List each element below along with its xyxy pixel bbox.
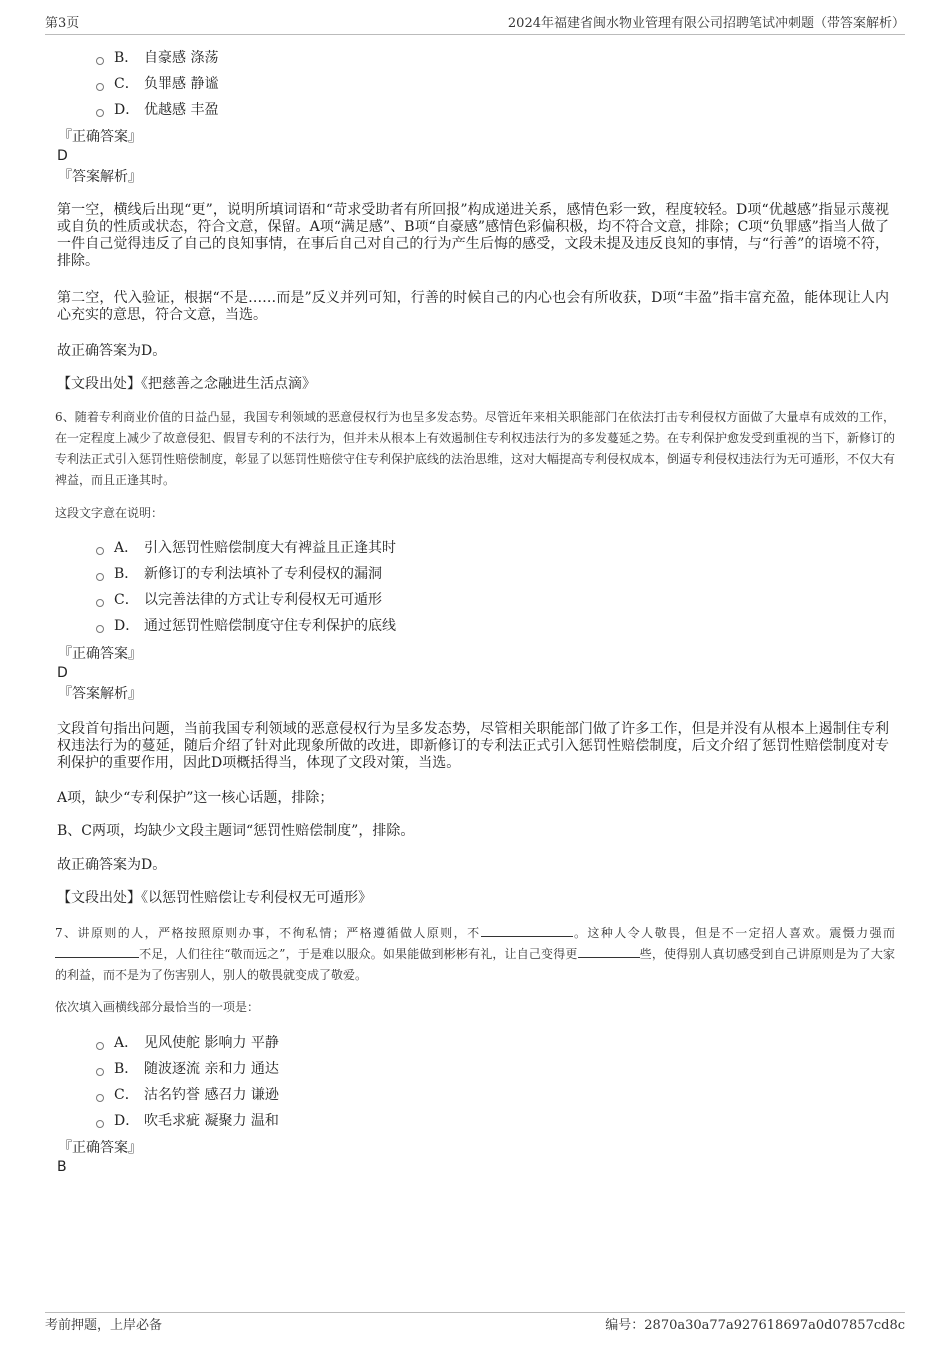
q6-analysis-paragraph-3: B、C两项，均缺少文段主题词“惩罚性赔偿制度”，排除。 xyxy=(57,823,415,839)
q6-analysis-paragraph-2: A项，缺少“专利保护”这一核心话题，排除； xyxy=(57,790,334,806)
q7-question-text: 7、讲原则的人，严格按照原则办事，不徇私情；严格遵循做人原则，不 。这种人令人敬畏，但是不一定招人喜欢。震慑力强而不足，人们往往“敬而远之”，于是难以服众。如果能做到彬彬有礼，让自己变得更 些，使得别人真切感受到自己讲原则是为了大家的利益，而不是为了伤害别人，别人的敬畏就变成了敬爱。 xyxy=(55,926,895,982)
q5-option-b[interactable]: B． 自豪感 涤荡 xyxy=(96,48,218,68)
radio-icon[interactable] xyxy=(96,573,104,581)
radio-icon[interactable] xyxy=(96,1094,104,1102)
option-text: 优越感 丰盈 xyxy=(144,102,219,118)
q5-source: 【文段出处】《把慈善之念融进生活点滴》 xyxy=(57,376,316,392)
option-text: 通过惩罚性赔偿制度守住专利保护的底线 xyxy=(144,618,396,634)
q5-option-c[interactable]: C． 负罪感 静谧 xyxy=(96,74,218,94)
radio-icon[interactable] xyxy=(96,625,104,633)
blank-3 xyxy=(578,945,640,958)
option-text: 随波逐流 亲和力 通达 xyxy=(144,1061,279,1077)
option-text: 负罪感 静谧 xyxy=(144,76,219,92)
radio-icon[interactable] xyxy=(96,1068,104,1076)
q6-answer: D xyxy=(57,665,68,681)
q5-answer-label: 『正确答案』 xyxy=(58,129,142,145)
q6-source: 【文段出处】《以惩罚性赔偿让专利侵权无可遁形》 xyxy=(57,890,372,906)
option-text: 以完善法律的方式让专利侵权无可遁形 xyxy=(144,592,382,608)
q7-option-d[interactable]: D． 吹毛求疵 凝聚力 温和 xyxy=(96,1111,279,1131)
q6-option-b[interactable]: B． 新修订的专利法填补了专利侵权的漏洞 xyxy=(96,564,382,584)
radio-icon[interactable] xyxy=(96,109,104,117)
radio-icon[interactable] xyxy=(96,1120,104,1128)
q7-option-b[interactable]: B． 随波逐流 亲和力 通达 xyxy=(96,1059,279,1079)
option-text: 见风使舵 影响力 平静 xyxy=(144,1035,279,1051)
q6-option-c[interactable]: C． 以完善法律的方式让专利侵权无可遁形 xyxy=(96,590,382,610)
q6-prompt: 这段文字意在说明： xyxy=(55,506,164,520)
option-text: 沽名钓誉 感召力 谦逊 xyxy=(144,1087,279,1103)
q5-analysis-label: 『答案解析』 xyxy=(58,169,142,185)
q6-option-d[interactable]: D． 通过惩罚性赔偿制度守住专利保护的底线 xyxy=(96,616,396,636)
q7-option-a[interactable]: A． 见风使舵 影响力 平静 xyxy=(96,1033,279,1053)
radio-icon[interactable] xyxy=(96,547,104,555)
q7-option-c[interactable]: C． 沽名钓誉 感召力 谦逊 xyxy=(96,1085,279,1105)
q5-answer: D xyxy=(57,148,68,164)
q6-analysis-conclusion: 故正确答案为D。 xyxy=(57,857,167,873)
page-header xyxy=(45,12,905,35)
option-text: 新修订的专利法填补了专利侵权的漏洞 xyxy=(144,566,382,582)
q5-analysis-paragraph-2: 第二空，代入验证，根据“不是……而是”反义并列可知，行善的时候自己的内心也会有所收获，D项“丰盈”指丰富充盈，能体现让人内心充实的意思，符合文意，当选。 xyxy=(57,290,889,323)
footer-slogan: 考前押题，上岸必备 xyxy=(45,1318,163,1333)
q5-analysis-paragraph-1: 第一空，横线后出现“更”，说明所填词语和“苛求受助者有所回报”构成递进关系，感情色彩一致，程度较轻。D项“优越感”指显示蔑视或自负的性质或状态，符合文意，保留。A项“满足感”、B项“自豪感”感情色彩偏积极，均不符合文意，排除；C项“负罪感”指当人做了一件自己觉得违反了自己的良知事情，在事后自己对自己的行为产生后悔的感受，文段未提及违反良知的事情，与“行善”的语境不符，排除。 xyxy=(57,202,889,269)
document-code: 编号：2870a30a77a927618697a0d07857cd8c xyxy=(605,1318,905,1333)
radio-icon[interactable] xyxy=(96,83,104,91)
option-text: 吹毛求疵 凝聚力 温和 xyxy=(144,1113,279,1129)
radio-icon[interactable] xyxy=(96,57,104,65)
radio-icon[interactable] xyxy=(96,599,104,607)
q6-question-text: 6、随着专利商业价值的日益凸显，我国专利领域的恶意侵权行为也呈多发态势。尽管近年来相关职能部门在依法打击专利侵权方面做了大量卓有成效的工作，在一定程度上减少了故意侵犯、假冒专利的不法行为，但并未从根本上有效遏制住专利权违法行为的多发蔓延之势。在专利保护愈发受到重视的当下，新修订的专利法正式引入惩罚性赔偿制度，彰显了以惩罚性赔偿守住专利保护底线的法治思维，这对大幅提高专利侵权成本，倒逼专利侵权违法行为无可遁形，不仅大有裨益，而且正逢其时。 xyxy=(55,410,896,487)
q7-answer-label: 『正确答案』 xyxy=(58,1140,142,1156)
q6-analysis-paragraph-1: 文段首句指出问题，当前我国专利领域的恶意侵权行为呈多发态势，尽管相关职能部门做了许多工作，但是并没有从根本上遏制住专利权违法行为的蔓延，随后介绍了针对此现象所做的改进，即新修订的专利法正式引入惩罚性赔偿制度，后文介绍了惩罚性赔偿制度对专利保护的重要作用，因此D项概括得当，体现了文段对策，当选。 xyxy=(57,721,889,771)
blank-1 xyxy=(481,924,573,937)
q6-analysis-label: 『答案解析』 xyxy=(58,686,142,702)
option-text: 自豪感 涤荡 xyxy=(144,50,219,66)
q7-answer: B xyxy=(57,1159,67,1175)
q6-option-a[interactable]: A． 引入惩罚性赔偿制度大有裨益且正逢其时 xyxy=(96,538,396,558)
document-title: 2024年福建省闽水物业管理有限公司招聘笔试冲刺题（带答案解析） xyxy=(507,16,905,31)
q5-option-d[interactable]: D． 优越感 丰盈 xyxy=(96,100,218,120)
page-footer xyxy=(45,1312,905,1333)
radio-icon[interactable] xyxy=(96,1042,104,1050)
option-text: 引入惩罚性赔偿制度大有裨益且正逢其时 xyxy=(144,540,396,556)
q6-answer-label: 『正确答案』 xyxy=(58,646,142,662)
blank-2 xyxy=(55,945,139,958)
q5-analysis-conclusion: 故正确答案为D。 xyxy=(57,343,167,359)
page-number: 第3页 xyxy=(45,16,80,31)
q7-prompt: 依次填入画横线部分最恰当的一项是： xyxy=(55,1000,260,1014)
